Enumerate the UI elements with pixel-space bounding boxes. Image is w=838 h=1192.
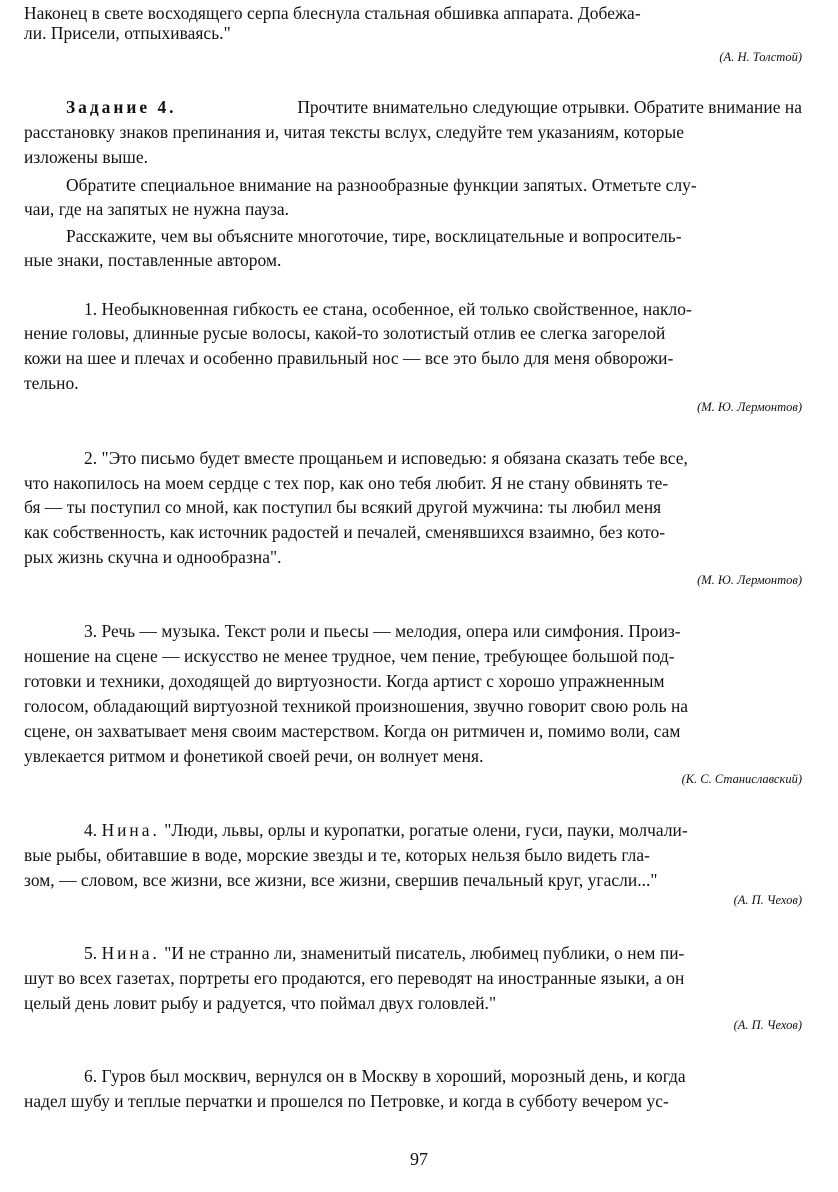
text-line: вые рыбы, обитавшие в воде, морские звезды и те, которых нельзя было видеть гла- — [24, 845, 651, 865]
source-citation: (М. Ю. Лермонтов) — [697, 573, 802, 587]
text: "И не странно ли, знаменитый писатель, любимец публики, о нем пи- — [164, 943, 685, 963]
speaker-name: Нина. — [101, 943, 160, 963]
text-line: ношение на сцене — искусство не менее трудное, чем пение, требующее большой под- — [24, 646, 675, 666]
text-line: надел шубу и теплые перчатки и прошелся по Петровке, и когда в субботу вечером ус- — [24, 1091, 669, 1111]
text-line: сцене, он захватывает меня своим мастерством. Когда он ритмичен и, помимо воли, сам — [24, 721, 681, 741]
text-line: 3. Речь — музыка. Текст роли и пьесы — мелодия, опера или симфония. Произ- — [84, 621, 681, 641]
source-citation: (М. Ю. Лермонтов) — [697, 400, 802, 414]
source-citation: (А. П. Чехов) — [733, 893, 802, 907]
text-line: голосом, обладающий виртуозной техникой произношения, звучно говорит свою роль на — [24, 696, 689, 716]
text: Прочтите внимательно следующие отрывки. Обратите внимание на — [297, 97, 802, 117]
text-line: зом, — словом, все жизни, все жизни, все жизни, свершив печальный круг, угасли..." — [24, 870, 658, 890]
source-citation: (А. Н. Толстой) — [719, 50, 802, 64]
text-line: ные знаки, поставленные автором. — [24, 250, 282, 270]
text-line — [84, 820, 688, 840]
text-line: готовки и техники, доходящей до виртуозности. Когда артист с хорошо упражненным — [24, 671, 665, 691]
item-number: 5. — [84, 943, 98, 963]
text-line: шут во всех газетах, портреты его продаются, его переводят на иностранные языки, а он — [24, 968, 685, 988]
text-line: что накопилось на моем сердце с тех пор, как оно тебя любит. Я не стану обвинять те- — [24, 473, 669, 493]
speaker-name: Нина. — [101, 820, 160, 840]
source-citation: (К. С. Станиславский) — [681, 772, 802, 786]
text-line: 6. Гуров был москвич, вернулся он в Москву в хороший, морозный день, и когда — [84, 1066, 686, 1086]
text-line: Расскажите, чем вы объясните многоточие, тире, восклицательные и вопроситель- — [66, 226, 682, 246]
task-heading-line — [66, 97, 802, 117]
text-line: кожи на шее и плечах и особенно правильный нос — все это было для меня обворожи- — [24, 348, 674, 368]
text: Наконец в свете восходящего серпа блеснула стальная обшивка аппарата. Добежа- — [24, 3, 641, 23]
text-line: 1. Необыкновенная гибкость ее стана, особенное, ей только свойственное, накло- — [84, 299, 692, 319]
text-line: как собственность, как источник радостей и печалей, сменявшихся взаимно, без кото- — [24, 522, 666, 542]
source-citation: (А. П. Чехов) — [733, 1018, 802, 1032]
text: расстановку знаков препинания и, читая тексты вслух, следуйте тем указаниям, которые — [24, 122, 685, 142]
text-line: увлекается ритмом и фонетикой своей речи, он волнует меня. — [24, 746, 484, 766]
text-line: 2. "Это письмо будет вместе прощаньем и исповедью: я обязана сказать тебе все, — [84, 448, 688, 468]
text-line — [24, 122, 802, 142]
item-number: 4. — [84, 820, 98, 840]
task-heading: Задание 4. — [66, 97, 177, 117]
text-line: бя — ты поступил со мной, как поступил бы всякий другой мужчина: ты любил меня — [24, 497, 662, 517]
text-line: Обратите специальное внимание на разнообразные функции запятых. Отметьте слу- — [66, 175, 697, 195]
text-line: нение головы, длинные русые волосы, какой-то золотистый отлив ее слегка загорелой — [24, 323, 666, 343]
page-number: 97 — [410, 1149, 428, 1169]
text: "Люди, львы, орлы и куропатки, рогатые олени, гуси, пауки, молчали- — [164, 820, 688, 840]
text-line: изложены выше. — [24, 147, 149, 167]
text-line: ли. Присели, отпыхиваясь." — [24, 23, 231, 43]
text-line: чаи, где на запятых не нужна пауза. — [24, 199, 290, 219]
text-line: целый день ловит рыбу и радуется, что поймал двух головлей." — [24, 993, 497, 1013]
text-line — [24, 3, 802, 23]
text-line — [84, 943, 684, 963]
text-line: тельно. — [24, 373, 79, 393]
text-line: рых жизнь скучна и однообразна". — [24, 547, 282, 567]
